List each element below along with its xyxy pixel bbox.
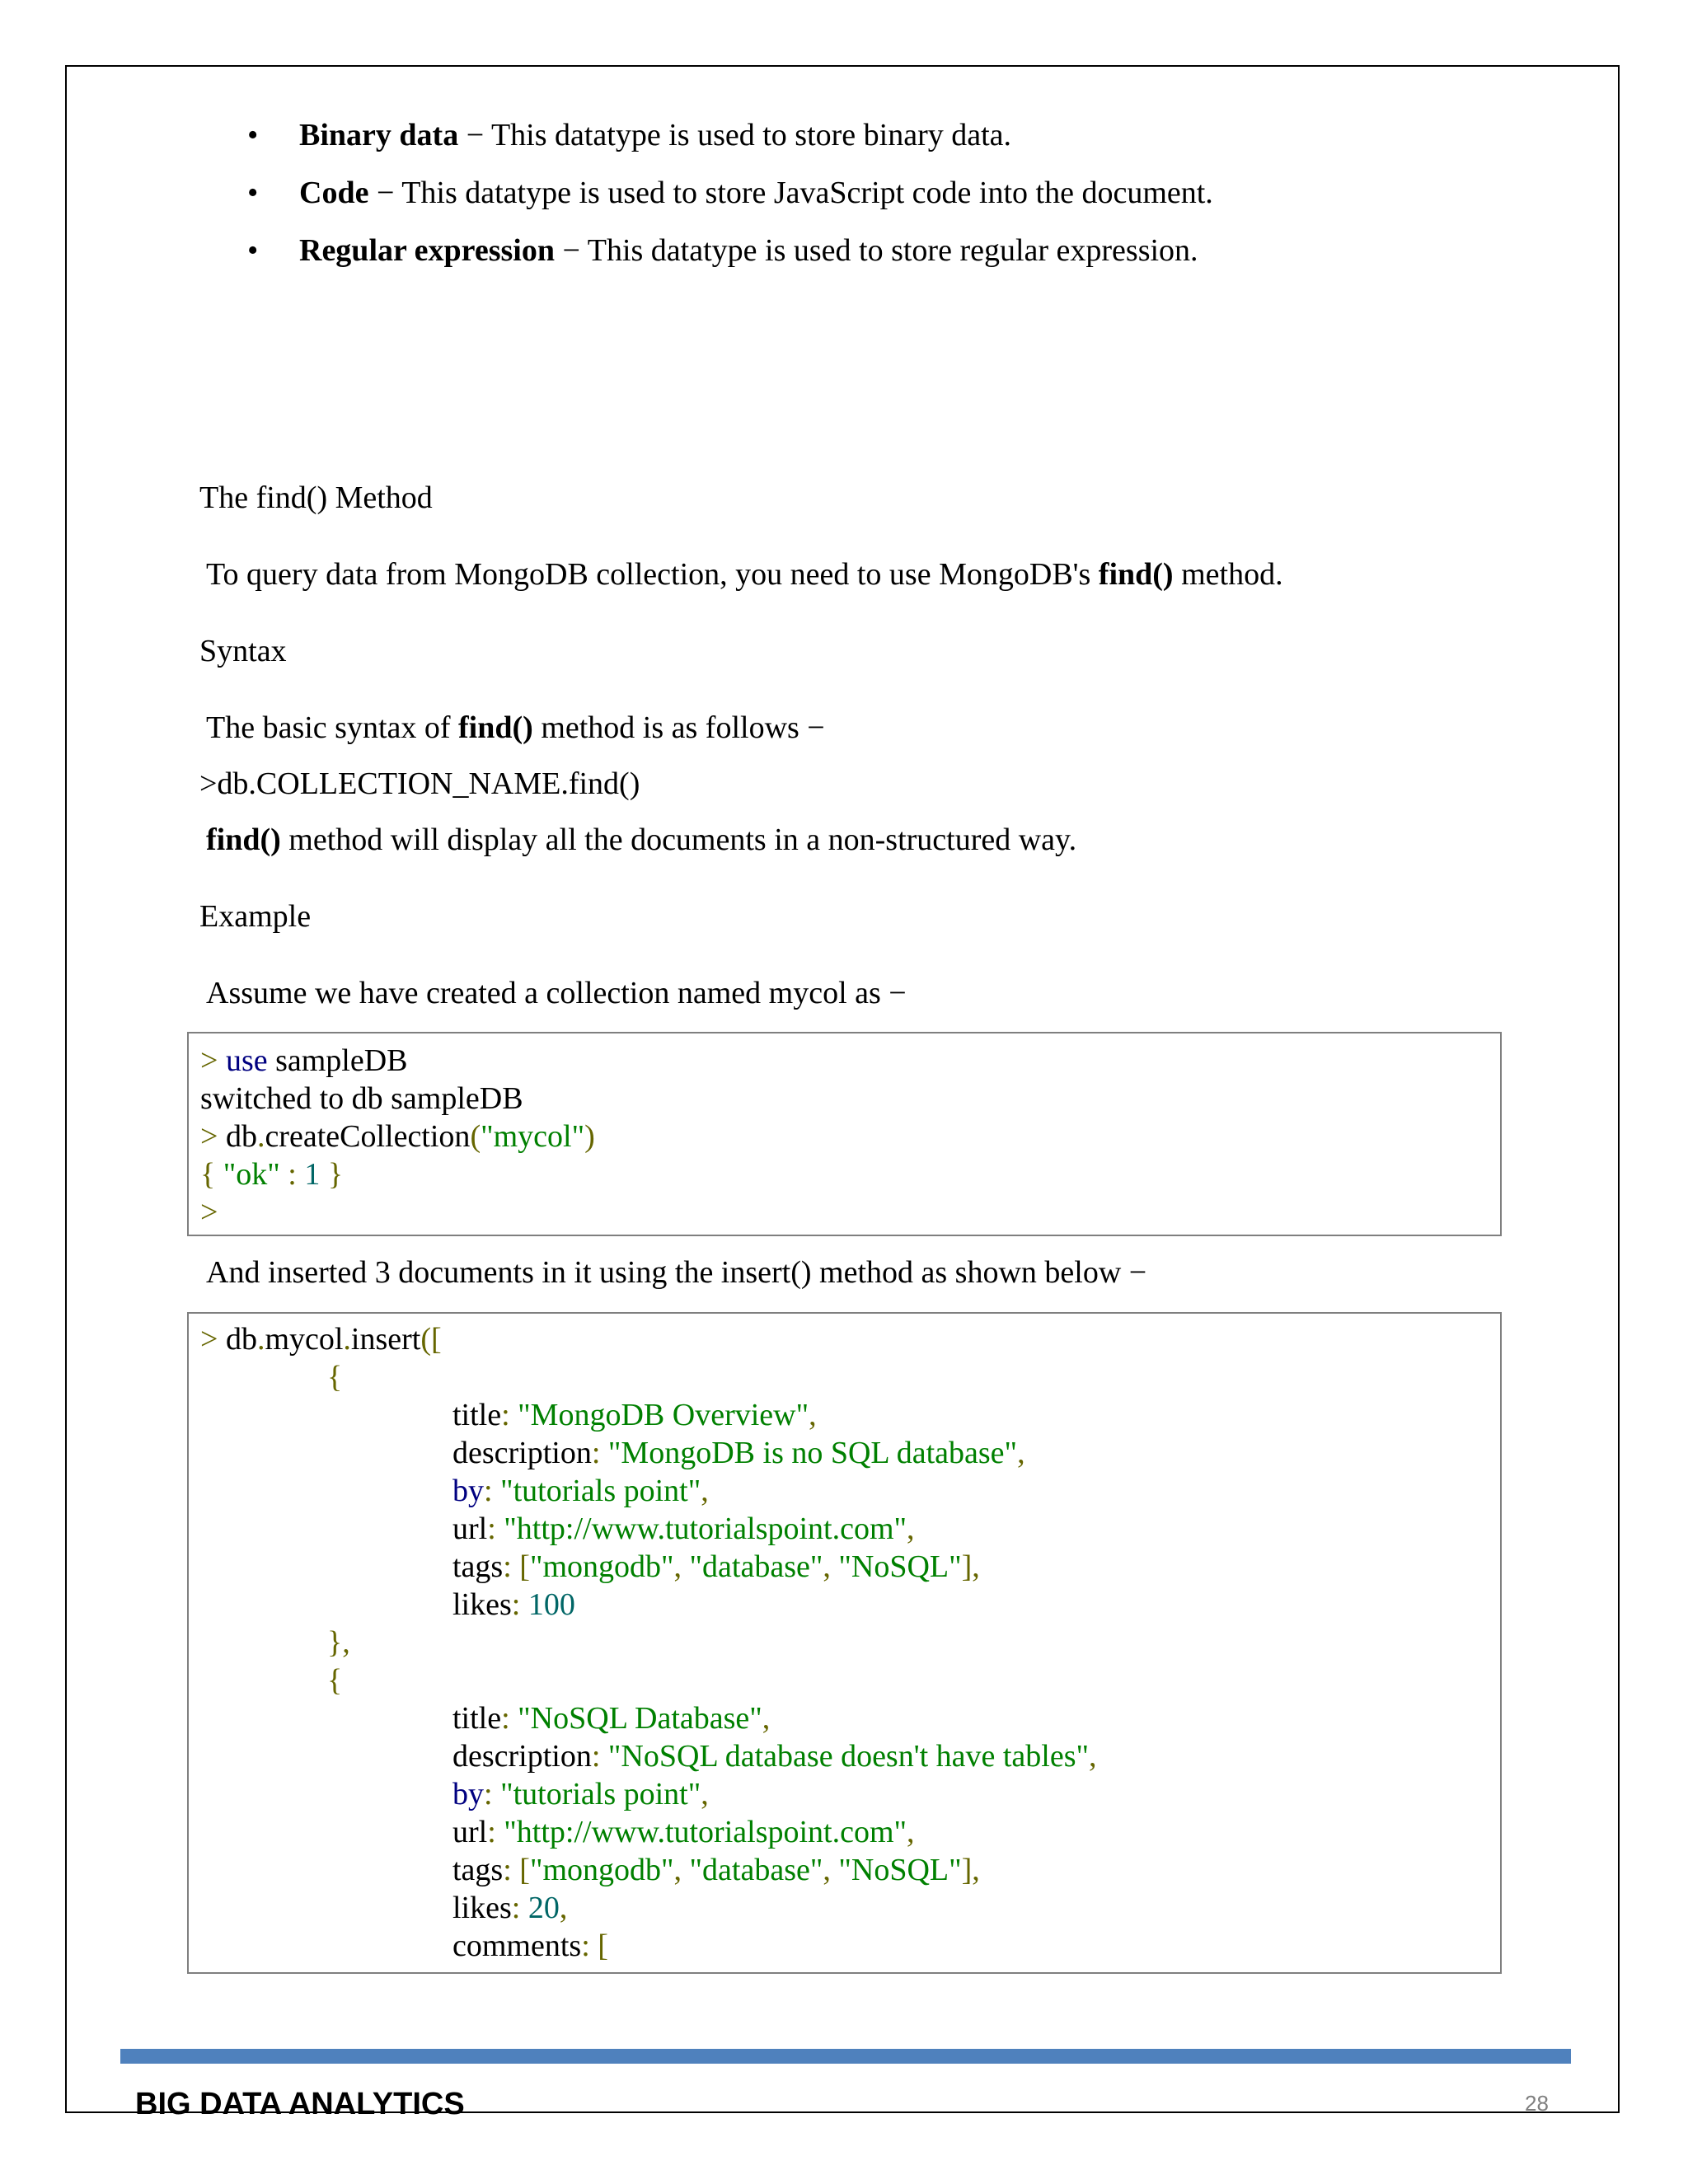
bullet-dot: • [247, 176, 259, 210]
operator: , [823, 1853, 831, 1887]
operator: , [907, 1815, 915, 1849]
string: "mycol" [481, 1119, 585, 1154]
code-line [200, 1320, 442, 1358]
operator: . [256, 1119, 265, 1154]
string: "MongoDB Overview" [518, 1398, 809, 1432]
code-line: }, [327, 1625, 350, 1660]
assume-text: Assume we have created a collection named mycol as − [206, 976, 907, 1010]
code-key: url [452, 1511, 488, 1546]
code-line [452, 1699, 770, 1737]
syntax-code: >db.COLLECTION_NAME.find() [199, 766, 640, 801]
keyword: use [225, 1043, 268, 1078]
operator: . [256, 1322, 265, 1357]
operator: : [501, 1701, 518, 1736]
code-text: db [225, 1119, 257, 1154]
operator: { [200, 1157, 223, 1192]
bullet-term: Binary data [299, 118, 459, 152]
operator: ([ [420, 1322, 442, 1357]
operator: : [511, 1891, 528, 1925]
code-text: insert [350, 1322, 421, 1357]
operator: . [343, 1322, 351, 1357]
code-key: title [452, 1398, 502, 1432]
string: "http://www.tutorialspoint.com" [504, 1815, 907, 1849]
string: "MongoDB is no SQL database" [607, 1436, 1018, 1470]
string: "tutorials point" [500, 1777, 701, 1811]
operator: [ [519, 1549, 530, 1584]
code-line: { [327, 1360, 343, 1394]
operator: , [762, 1701, 771, 1736]
operator: ], [961, 1549, 980, 1584]
operator: : [511, 1587, 528, 1622]
code-block-create-collection [187, 1032, 1502, 1236]
bullet-term: Regular expression [299, 233, 555, 268]
operator: : [591, 1739, 608, 1774]
operator: : [484, 1777, 501, 1811]
code-line [452, 1889, 567, 1927]
find-description-text: method will display all the documents in a non-structured way. [280, 823, 1077, 857]
string: "database" [689, 1549, 823, 1584]
code-key: tags [452, 1853, 504, 1887]
code-key: comments [452, 1929, 582, 1963]
operator: ], [961, 1853, 980, 1887]
operator: : [279, 1157, 305, 1192]
code-key: tags [452, 1549, 504, 1584]
operator: : [503, 1549, 520, 1584]
code-text: sampleDB [267, 1043, 408, 1078]
code-line: > [200, 1195, 218, 1230]
code-line [200, 1118, 595, 1155]
operator: [ [519, 1853, 530, 1887]
string: "tutorials point" [500, 1474, 701, 1508]
string: "mongodb" [529, 1853, 674, 1887]
code-block-insert [187, 1312, 1502, 1974]
operator: , [1089, 1739, 1097, 1774]
operator: : [581, 1929, 598, 1963]
syntax-text: The basic syntax of [206, 710, 459, 745]
operator: , [1017, 1436, 1025, 1470]
number: 20 [528, 1891, 560, 1925]
string: "NoSQL" [838, 1549, 962, 1584]
find-method-name: find() [206, 823, 281, 857]
operator: : [484, 1474, 501, 1508]
operator: : [503, 1853, 520, 1887]
bullet-description: − This datatype is used to store regular expression. [555, 233, 1198, 268]
prompt: > [200, 1322, 226, 1357]
number: 100 [528, 1587, 575, 1622]
operator: , [673, 1549, 682, 1584]
intro-method-name: find() [1098, 557, 1174, 592]
code-key: url [452, 1815, 488, 1849]
syntax-description [206, 709, 825, 747]
code-line [452, 1472, 709, 1510]
prompt: > [200, 1043, 226, 1078]
code-text: db [225, 1322, 257, 1357]
string: "mongodb" [529, 1549, 674, 1584]
operator: : [591, 1436, 608, 1470]
operator: : [501, 1398, 518, 1432]
code-key: likes [452, 1891, 512, 1925]
code-key: description [452, 1739, 592, 1774]
operator: , [907, 1511, 915, 1546]
syntax-method-name: find() [458, 710, 533, 745]
string: "database" [689, 1853, 823, 1887]
string: "NoSQL Database" [518, 1701, 762, 1736]
code-line [452, 1548, 980, 1586]
number: 1 [304, 1157, 321, 1192]
bullet-term: Code [299, 176, 369, 210]
code-line [200, 1155, 343, 1193]
bullet-dot: • [247, 118, 259, 152]
bullet-description: − This datatype is used to store JavaScript code into the document. [368, 176, 1213, 210]
find-description [206, 821, 1076, 859]
operator: : [487, 1815, 504, 1849]
code-text: mycol [265, 1322, 344, 1357]
code-line [452, 1813, 915, 1851]
intro-text: To query data from MongoDB collection, you need to use MongoDB's [206, 557, 1099, 592]
example-heading: Example [199, 899, 312, 934]
operator: , [701, 1777, 709, 1811]
keyword: by [452, 1777, 484, 1811]
string: "http://www.tutorialspoint.com" [504, 1511, 907, 1546]
code-line: switched to db sampleDB [200, 1081, 523, 1116]
code-line [452, 1927, 608, 1965]
code-line [452, 1586, 575, 1624]
operator: , [823, 1549, 831, 1584]
code-line: { [327, 1663, 343, 1698]
code-key: title [452, 1701, 502, 1736]
inserted-text: And inserted 3 documents in it using the insert() method as shown below − [206, 1255, 1147, 1290]
section-heading: The find() Method [199, 480, 433, 515]
code-key: description [452, 1436, 592, 1470]
operator: } [320, 1157, 344, 1192]
operator: ) [584, 1119, 595, 1154]
prompt: > [200, 1119, 226, 1154]
operator: [ [598, 1929, 608, 1963]
footer-title: BIG DATA ANALYTICS [135, 2087, 465, 2121]
operator: , [809, 1398, 817, 1432]
string: "NoSQL" [838, 1853, 962, 1887]
code-line [452, 1396, 817, 1434]
string: "ok" [223, 1157, 280, 1192]
operator: : [487, 1511, 504, 1546]
code-line [452, 1851, 980, 1889]
code-line [452, 1510, 915, 1548]
operator: , [673, 1853, 682, 1887]
intro-paragraph [206, 555, 1283, 593]
syntax-text-end: method is as follows − [532, 710, 825, 745]
operator: , [559, 1891, 568, 1925]
syntax-heading: Syntax [199, 634, 287, 668]
bullet-description: − This datatype is used to store binary data. [458, 118, 1012, 152]
code-line [200, 1042, 408, 1080]
intro-text-end: method. [1173, 557, 1283, 592]
bullet-dot: • [247, 233, 259, 268]
operator: ( [470, 1119, 481, 1154]
string: "NoSQL database doesn't have tables" [607, 1739, 1090, 1774]
code-line [452, 1775, 709, 1813]
operator: , [701, 1474, 709, 1508]
keyword: by [452, 1474, 484, 1508]
footer-accent-bar [120, 2049, 1571, 2064]
code-line [452, 1434, 1025, 1472]
page-number: 28 [1525, 2091, 1549, 2116]
code-text: createCollection [265, 1119, 471, 1154]
code-key: likes [452, 1587, 512, 1622]
code-line [452, 1737, 1097, 1775]
